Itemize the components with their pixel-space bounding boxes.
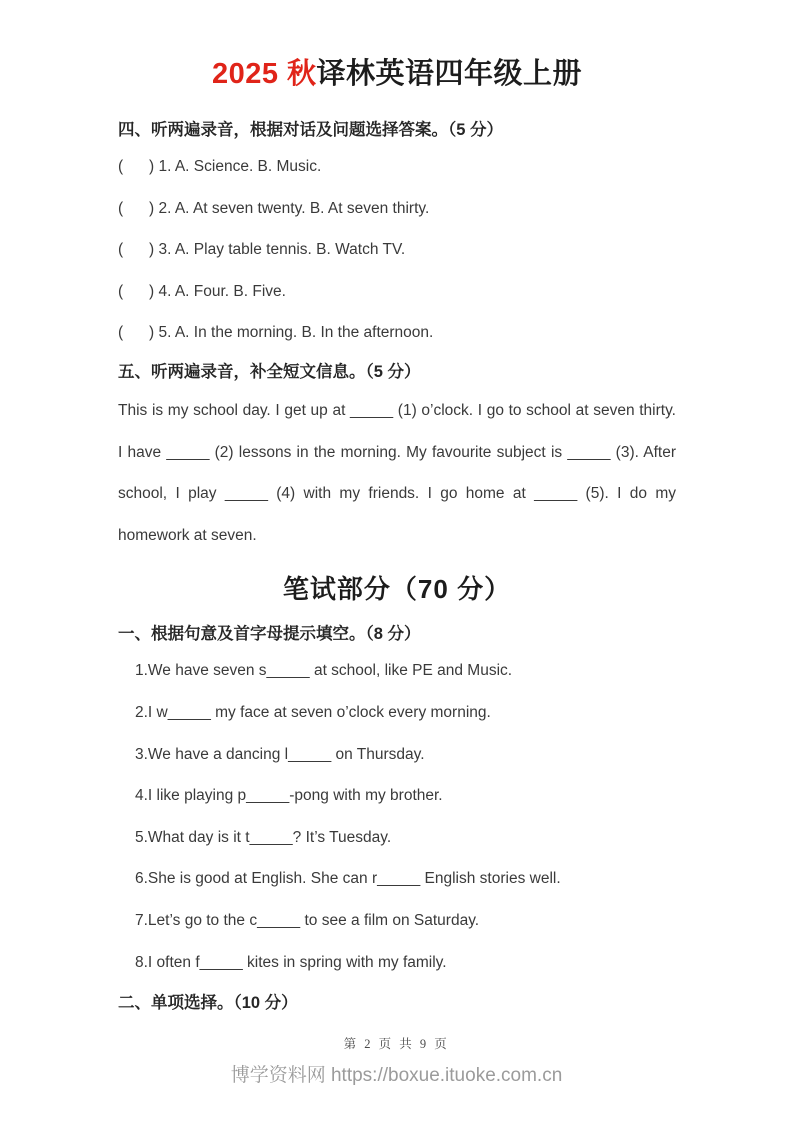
fill-blank-item-8: 8.I often f_____ kites in spring with my family.: [135, 953, 447, 971]
section-heading-fill-blanks: 一、根据句意及首字母提示填空。（8 分）: [118, 625, 421, 644]
listening-choice-item-5: ( ) 5. A. In the morning. B. In the afternoon.: [118, 324, 434, 342]
fill-blank-item-1: 1.We have seven s_____ at school, like PE and Music.: [135, 662, 513, 680]
listening-choice-item-2: ( ) 2. A. At seven twenty. B. At seven thirty.: [118, 199, 430, 217]
listening-choice-item-1: ( ) 1. A. Science. B. Music.: [118, 158, 322, 175]
doc-title-text: 译林英语四年级上册: [316, 58, 583, 90]
fill-blank-item-4: 4.I like playing p_____-pong with my brother.: [135, 787, 443, 805]
passage-line-4: homework at seven.: [118, 526, 257, 544]
fill-blank-item-3: 3.We have a dancing l_____ on Thursday.: [135, 745, 425, 763]
section-heading-listening-choice: 四、听两遍录音，根据对话及问题选择答案。（5 分）: [118, 121, 504, 139]
listening-choice-item-3: ( ) 3. A. Play table tennis. B. Watch TV.: [118, 241, 406, 259]
written-part-title: 笔试部分（70 分）: [282, 574, 512, 605]
fill-blanks-list: [118, 650, 676, 983]
watermark-text: 博学资料网 https://boxue.ituoke.com.cn: [230, 1065, 563, 1086]
doc-title-year: 2025 秋: [211, 58, 317, 90]
doc-title: [118, 54, 676, 94]
page-number: 第 2 页 共 9 页: [343, 1037, 450, 1051]
section-heading-multiple-choice: 二、单项选择。（10 分）: [118, 994, 298, 1013]
passage-line-3: school, I play _____ (4) with my friends. I go home at _____ (5). I do my: [118, 485, 676, 503]
passage-line-2: I have _____ (2) lessons in the morning. My favourite subject is _____ (3). After: [118, 443, 676, 461]
fill-blank-item-5: 5.What day is it t_____? It’s Tuesday.: [135, 828, 392, 846]
passage-line-1: This is my school day. I get up at _____ (1) o’clock. I go to school at seven thirty.: [118, 401, 676, 419]
listening-choice-item-4: ( ) 4. A. Four. B. Five.: [118, 282, 286, 300]
section-heading-listening-passage: 五、听两遍录音，补全短文信息。（5 分）: [118, 362, 421, 381]
listening-passage: [118, 390, 676, 556]
fill-blank-item-7: 7.Let’s go to the c_____ to see a film on Saturday.: [135, 911, 480, 929]
fill-blank-item-6: 6.She is good at English. She can r_____ English stories well.: [135, 870, 561, 888]
fill-blank-item-2: 2.I w_____ my face at seven o’clock every morning.: [135, 703, 491, 721]
listening-choice-list: [118, 146, 676, 354]
